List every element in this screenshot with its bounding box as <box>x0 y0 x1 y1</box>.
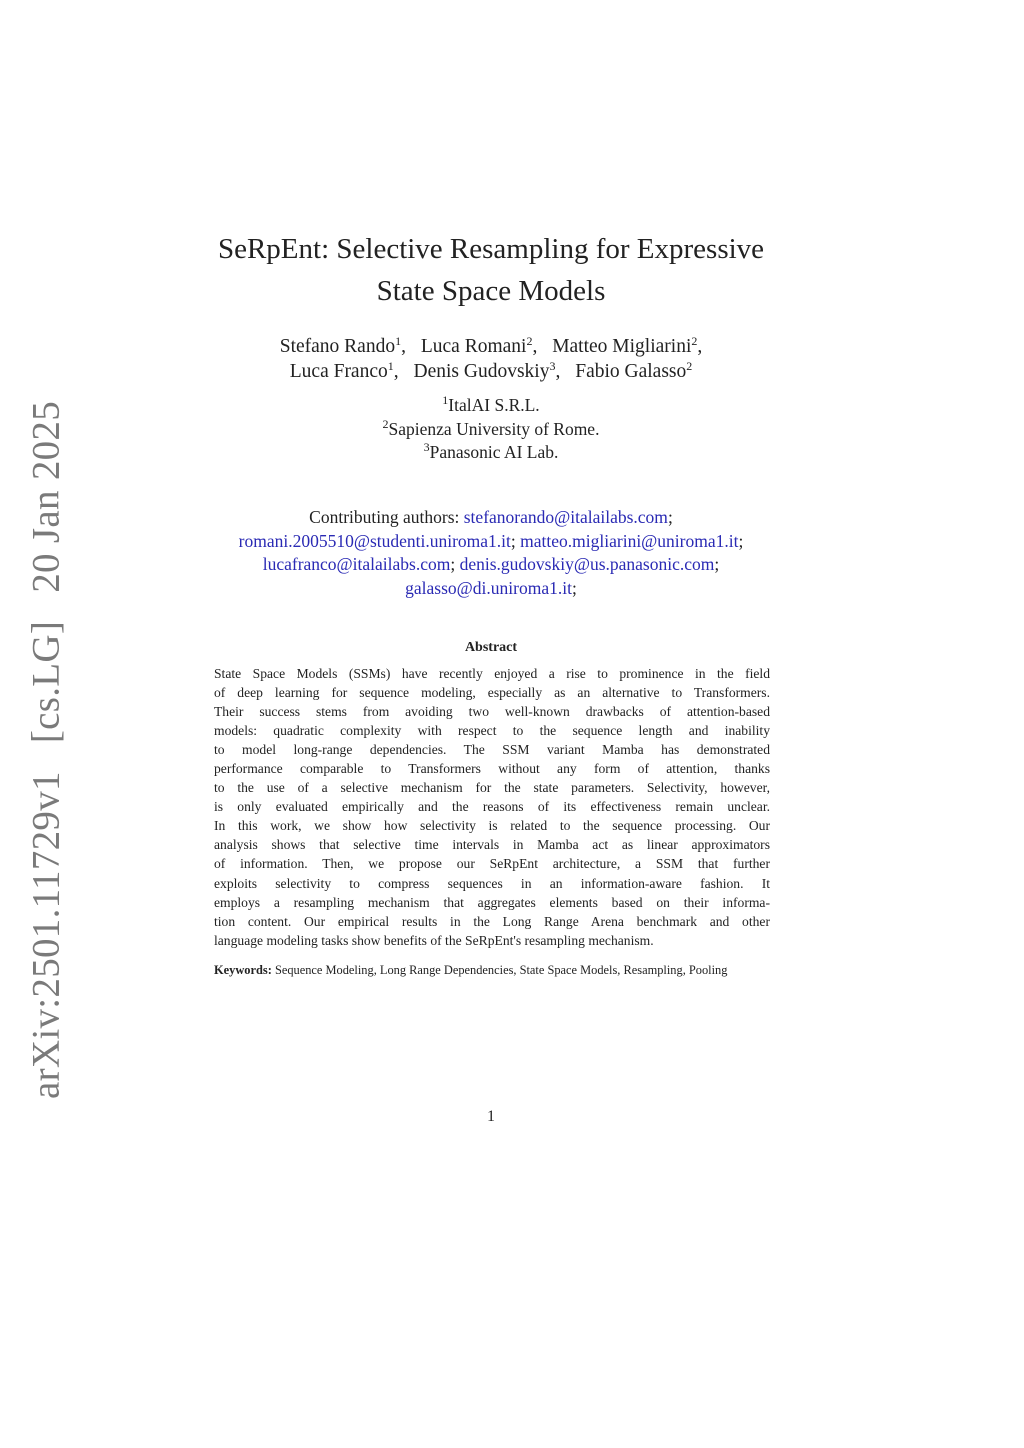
email-link[interactable]: matteo.migliarini@uniroma1.it <box>520 530 739 551</box>
author-row-1 <box>0 334 982 359</box>
author: Luca Franco$^1$, <box>289 359 399 382</box>
affiliation: $^1$ItalAI S.R.L. <box>442 393 540 415</box>
keywords <box>214 962 770 979</box>
email-link[interactable]: romani.2005510@studenti.uniroma1.it <box>238 530 511 551</box>
author: Luca Romani$^2$, <box>420 334 538 357</box>
author: Stefano Rando$^1$, <box>279 334 406 357</box>
page-number: 1 <box>487 1108 495 1125</box>
contributing-label: Contributing authors: <box>309 507 460 527</box>
abstract-line: of deep learning for sequence modeling, especially as an alternative to Transformers. <box>214 685 770 701</box>
author: Fabio Galasso$^2$ <box>575 359 693 382</box>
abstract-line: performance comparable to Transformers without any form of attention, thanks <box>214 761 770 777</box>
author-list <box>0 334 982 384</box>
abstract-line: employs a resampling mechanism that aggregates elements based on their informa- <box>214 894 770 910</box>
affiliation: $^2$Sapienza University of Rome. <box>382 416 600 439</box>
abstract-line: analysis shows that selective time intervals in Mamba act as linear approximators <box>214 837 770 853</box>
abstract-line: to model long-range dependencies. The SSM variant Mamba has demonstrated <box>214 742 770 758</box>
email-link[interactable]: stefanorando@italailabs.com <box>463 507 668 527</box>
contributing-authors: Contributing authors: stefanorando@italailabs.com; romani.2005510@studenti.uniroma1.it; matteo.migliarini@uniroma1.it; lucafranco@italailabs.com; denis.gudovskiy@us.panasonic.com; galasso@di.uniroma1.it; <box>238 507 744 598</box>
author-row-2 <box>0 359 982 384</box>
paper-title <box>0 228 982 312</box>
author: Matteo Migliarini$^2$, <box>552 334 703 357</box>
abstract-line: exploits selectivity to compress sequences in an information-aware fashion. It <box>214 875 770 891</box>
keywords-text: Sequence Modeling, Long Range Dependencies, State Space Models, Resampling, Pooling <box>274 963 728 977</box>
abstract-body <box>214 664 770 950</box>
affiliation-list <box>0 394 982 465</box>
abstract-line: In this work, we show how selectivity is related to the sequence processing. Our <box>214 818 770 834</box>
arxiv-identifier-stamp <box>24 392 69 1108</box>
email-link[interactable]: lucafranco@italailabs.com <box>262 554 451 574</box>
abstract-line: Their success stems from avoiding two well-known drawbacks of attention-based <box>214 704 770 720</box>
paper-title-line-2: State Space Models <box>376 275 606 307</box>
abstract-line: models: quadratic complexity with respect to the sequence length and inability <box>214 723 770 739</box>
arxiv-id[interactable]: arXiv:2501.11729v1 <box>24 771 68 1100</box>
arxiv-date: 20 Jan 2025 <box>24 400 68 593</box>
abstract-line: to the use of a selective mechanism for the state parameters. Selectivity, however, <box>214 780 770 796</box>
paper-title-line-1: SeRpEnt: Selective Resampling for Expressive <box>217 233 765 265</box>
abstract-line: tion content. Our empirical results in the Long Range Arena benchmark and other <box>214 913 770 929</box>
email-link[interactable]: denis.gudovskiy@us.panasonic.com <box>459 554 715 574</box>
abstract-line: is only evaluated empirically and the reasons of its effectiveness remain unclear. <box>214 799 770 815</box>
keywords-label: Keywords: <box>214 963 272 977</box>
abstract-line: State Space Models (SSMs) have recently enjoyed a rise to prominence in the field <box>214 666 770 681</box>
author: Denis Gudovskiy$^3$, <box>413 359 561 382</box>
affiliation: $^3$Panasonic AI Lab. <box>423 440 559 462</box>
abstract-line: language modeling tasks show benefits of the SeRpEnt's resampling mechanism. <box>214 932 654 948</box>
abstract-line: of information. Then, we propose our SeRpEnt architecture, a SSM that further <box>214 856 770 872</box>
email-link[interactable]: galasso@di.uniroma1.it <box>405 577 572 598</box>
arxiv-category: [cs.LG] <box>24 620 68 744</box>
abstract-heading: Abstract <box>464 640 518 655</box>
